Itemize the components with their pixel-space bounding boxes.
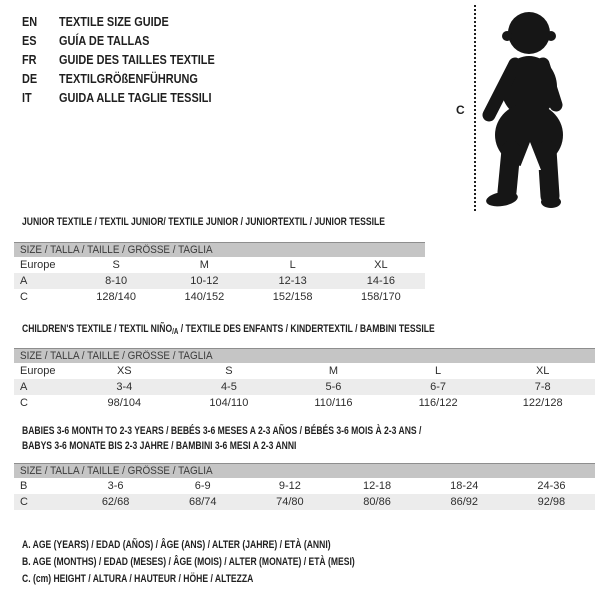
months-value: 12-18 <box>363 480 392 492</box>
language-code: ES <box>22 33 37 48</box>
height-value: 86/92 <box>450 496 478 508</box>
language-list <box>22 12 244 107</box>
language-row-fr <box>22 50 244 69</box>
language-row-es <box>22 31 244 50</box>
row-label: C <box>20 496 28 508</box>
language-code: DE <box>22 71 38 86</box>
size-header-bar <box>14 242 425 257</box>
size-value: M <box>199 259 209 271</box>
measure-legend <box>22 539 449 590</box>
table-row-age <box>14 379 595 395</box>
children-section-title <box>22 322 435 339</box>
size-value: S <box>112 259 120 271</box>
language-row-en <box>22 12 244 31</box>
table-row-months <box>14 478 595 494</box>
row-label: A <box>20 381 28 393</box>
row-label: Europe <box>20 259 56 271</box>
height-value: 104/110 <box>209 397 249 409</box>
table-row-europe <box>14 257 425 273</box>
babies-section-title-line2: BABYS 3-6 MONATE BIS 2-3 JAHRE / BAMBINI 3-6 MESI A 2-3 ANNI <box>22 440 297 452</box>
children-size-table <box>14 348 595 411</box>
height-value: 128/140 <box>96 291 136 303</box>
language-title: TEXTILGRÖßENFÜHRUNG <box>59 71 198 86</box>
junior-size-table <box>14 242 425 305</box>
height-value: 68/74 <box>188 496 217 508</box>
language-title: TEXTILE SIZE GUIDE <box>59 14 169 29</box>
table-row-europe <box>14 363 595 379</box>
age-value: 3-4 <box>116 381 133 393</box>
language-row-de <box>22 69 244 88</box>
legend-line-c: C. (cm) HEIGHT / ALTURA / HAUTEUR / HÖHE / ALTEZZA <box>22 573 254 585</box>
row-label: C <box>20 397 28 409</box>
height-measure-label: C <box>456 103 465 117</box>
language-title: GUIDE DES TAILLES TEXTILE <box>59 52 215 67</box>
months-value: 6-9 <box>194 480 211 492</box>
height-value: 74/80 <box>276 496 304 508</box>
row-label: C <box>20 291 28 303</box>
language-code: IT <box>22 90 32 105</box>
height-value: 110/116 <box>314 397 353 409</box>
height-value: 98/104 <box>107 397 142 409</box>
row-label: B <box>20 480 28 492</box>
age-value: 8-10 <box>105 275 128 287</box>
height-value: 122/128 <box>522 397 563 409</box>
babies-section-title <box>22 424 421 454</box>
size-header-bar <box>14 348 595 363</box>
table-row-age <box>14 273 425 289</box>
age-value: 12-13 <box>278 275 307 287</box>
table-row-height <box>14 395 595 411</box>
children-section-title-text: / TEXTILE DES ENFANTS / KINDERTEXTIL / BAMBINI TESSILE <box>178 323 435 335</box>
height-value: 152/158 <box>272 291 313 303</box>
size-header-text: SIZE / TALLA / TAILLE / GRÖSSE / TAGLIA <box>20 244 213 256</box>
height-value: 80/86 <box>363 496 391 508</box>
language-title: GUIDA ALLE TAGLIE TESSILI <box>59 90 212 105</box>
row-label: Europe <box>20 365 56 377</box>
size-value: XS <box>116 365 132 377</box>
age-value: 14-16 <box>366 275 395 287</box>
size-value: XL <box>374 259 388 271</box>
babies-section-title-line1: BABIES 3-6 MONTH TO 2-3 YEARS / BEBÉS 3-6 MESES A 2-3 AÑOS / BÉBÉS 3-6 MOIS À 2-3 ANS / <box>22 425 422 437</box>
size-header-text: SIZE / TALLA / TAILLE / GRÖSSE / TAGLIA <box>20 465 213 477</box>
size-value: S <box>225 365 233 377</box>
language-title: GUÍA DE TALLAS <box>59 33 150 48</box>
height-value: 62/68 <box>101 496 130 508</box>
months-value: 24-36 <box>537 480 566 492</box>
months-value: 18-24 <box>450 480 479 492</box>
children-section-title-text: CHILDREN'S TEXTILE / TEXTIL NIÑO <box>22 323 173 335</box>
size-value: M <box>328 365 339 377</box>
size-header-text: SIZE / TALLA / TAILLE / GRÖSSE / TAGLIA <box>20 350 213 362</box>
language-row-it <box>22 88 244 107</box>
size-header-bar <box>14 463 595 478</box>
size-value: L <box>435 365 442 377</box>
size-value: L <box>289 259 296 271</box>
junior-section-title <box>22 215 385 230</box>
height-value: 140/152 <box>184 291 225 303</box>
toddler-silhouette <box>478 2 598 212</box>
age-value: 7-8 <box>534 381 551 393</box>
babies-size-table <box>14 463 595 510</box>
height-value: 92/98 <box>537 496 566 508</box>
table-row-height <box>14 289 425 305</box>
age-value: 4-5 <box>220 381 237 393</box>
children-section-title-subscript: /A <box>172 327 179 336</box>
table-row-height <box>14 494 595 510</box>
height-measure-dotted-line <box>474 5 476 211</box>
months-value: 3-6 <box>107 480 124 492</box>
size-value: XL <box>535 365 550 377</box>
months-value: 9-12 <box>278 480 301 492</box>
height-value: 116/122 <box>418 397 458 409</box>
row-label: A <box>20 275 28 287</box>
language-code: FR <box>22 52 37 67</box>
age-value: 6-7 <box>430 381 447 393</box>
height-value: 158/170 <box>360 291 401 303</box>
legend-line-a: A. AGE (YEARS) / EDAD (AÑOS) / ÂGE (ANS) / ALTER (JAHRE) / ETÀ (ANNI) <box>22 539 331 551</box>
age-value: 5-6 <box>325 381 342 393</box>
legend-line-b: B. AGE (MONTHS) / EDAD (MESES) / ÂGE (MOIS) / ALTER (MONATE) / ETÀ (MESI) <box>22 556 355 568</box>
junior-section-title-text: JUNIOR TEXTILE / TEXTIL JUNIOR/ TEXTILE JUNIOR / JUNIORTEXTIL / JUNIOR TESSILE <box>22 216 385 228</box>
language-code: EN <box>22 14 38 29</box>
age-value: 10-12 <box>190 275 219 287</box>
